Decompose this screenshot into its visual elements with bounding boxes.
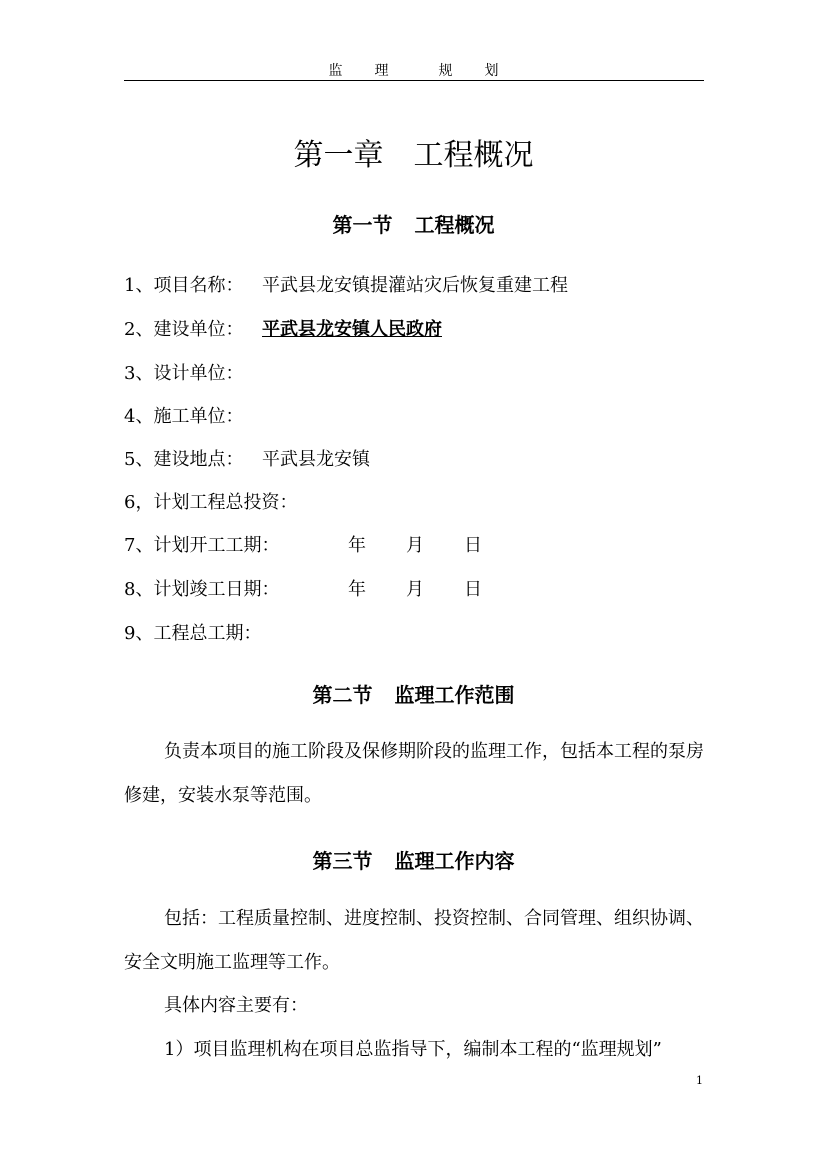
scope-paragraph <box>124 730 704 818</box>
chapter-title <box>0 130 827 174</box>
project-info-item <box>124 445 370 471</box>
item-label: 4、施工单位： <box>124 406 244 427</box>
chapter-number: 第一章 <box>293 138 384 173</box>
project-info-item <box>124 271 568 297</box>
item-label: 8、计划竣工日期： <box>124 579 280 600</box>
header-char: 划 <box>484 63 499 79</box>
section-3-title <box>0 845 827 874</box>
section-number: 第三节 <box>312 849 373 873</box>
section-number: 第一节 <box>332 213 393 237</box>
paragraph-text: 包括：工程质量控制、进度控制、投资控制、合同管理、组织协调、安全文明施工监理等工作。 <box>124 908 704 973</box>
date-year: 年 <box>348 535 366 556</box>
date-year: 年 <box>348 579 366 600</box>
project-info-item <box>124 619 261 645</box>
project-info-item <box>124 531 482 557</box>
paragraph-text: 负责本项目的施工阶段及保修期阶段的监理工作，包括本工程的泵房修建，安装水泵等范围。 <box>124 741 704 806</box>
project-info-item <box>124 402 243 428</box>
header-char: 规 <box>438 63 453 79</box>
date-day: 日 <box>464 579 482 600</box>
item-value: 平武县龙安镇提灌站灾后恢复重建工程 <box>262 275 568 296</box>
project-info-item <box>124 359 243 385</box>
paragraph-text: 1）项目监理机构在项目总监指导下，编制本工程的“监理规划” <box>164 1039 662 1060</box>
section-heading: 工程概况 <box>414 213 495 237</box>
chapter-heading: 工程概况 <box>413 138 534 173</box>
content-paragraph <box>124 984 704 1028</box>
item-label: 1、项目名称： <box>124 275 244 296</box>
header-char: 理 <box>374 63 389 79</box>
content-paragraph <box>124 897 704 985</box>
date-parts <box>348 531 522 557</box>
section-2-title <box>0 679 827 708</box>
date-month: 月 <box>406 535 424 556</box>
date-day: 日 <box>464 535 482 556</box>
paragraph-text: 具体内容主要有： <box>164 995 308 1016</box>
project-info-item <box>124 575 482 601</box>
page-number: 1 <box>696 1074 703 1087</box>
section-number: 第二节 <box>312 683 373 707</box>
item-label: 6，计划工程总投资： <box>124 492 298 513</box>
item-label: 7、计划开工工期： <box>124 535 280 556</box>
date-month: 月 <box>406 579 424 600</box>
header-char: 监 <box>328 63 343 79</box>
section-heading: 监理工作内容 <box>394 849 515 873</box>
project-info-item <box>124 488 297 514</box>
date-parts <box>348 575 522 601</box>
item-label: 5、建设地点： <box>124 449 244 470</box>
header-rule <box>124 80 704 81</box>
section-heading: 监理工作范围 <box>394 683 515 707</box>
item-label: 2、建设单位： <box>124 319 244 340</box>
section-1-title <box>0 209 827 238</box>
item-label: 3、设计单位： <box>124 363 244 384</box>
project-info-item <box>124 315 442 341</box>
item-value: 平武县龙安镇人民政府 <box>262 319 442 340</box>
content-paragraph <box>124 1028 704 1072</box>
item-label: 9、工程总工期： <box>124 623 262 644</box>
running-header <box>0 60 827 80</box>
item-value: 平武县龙安镇 <box>262 449 370 470</box>
